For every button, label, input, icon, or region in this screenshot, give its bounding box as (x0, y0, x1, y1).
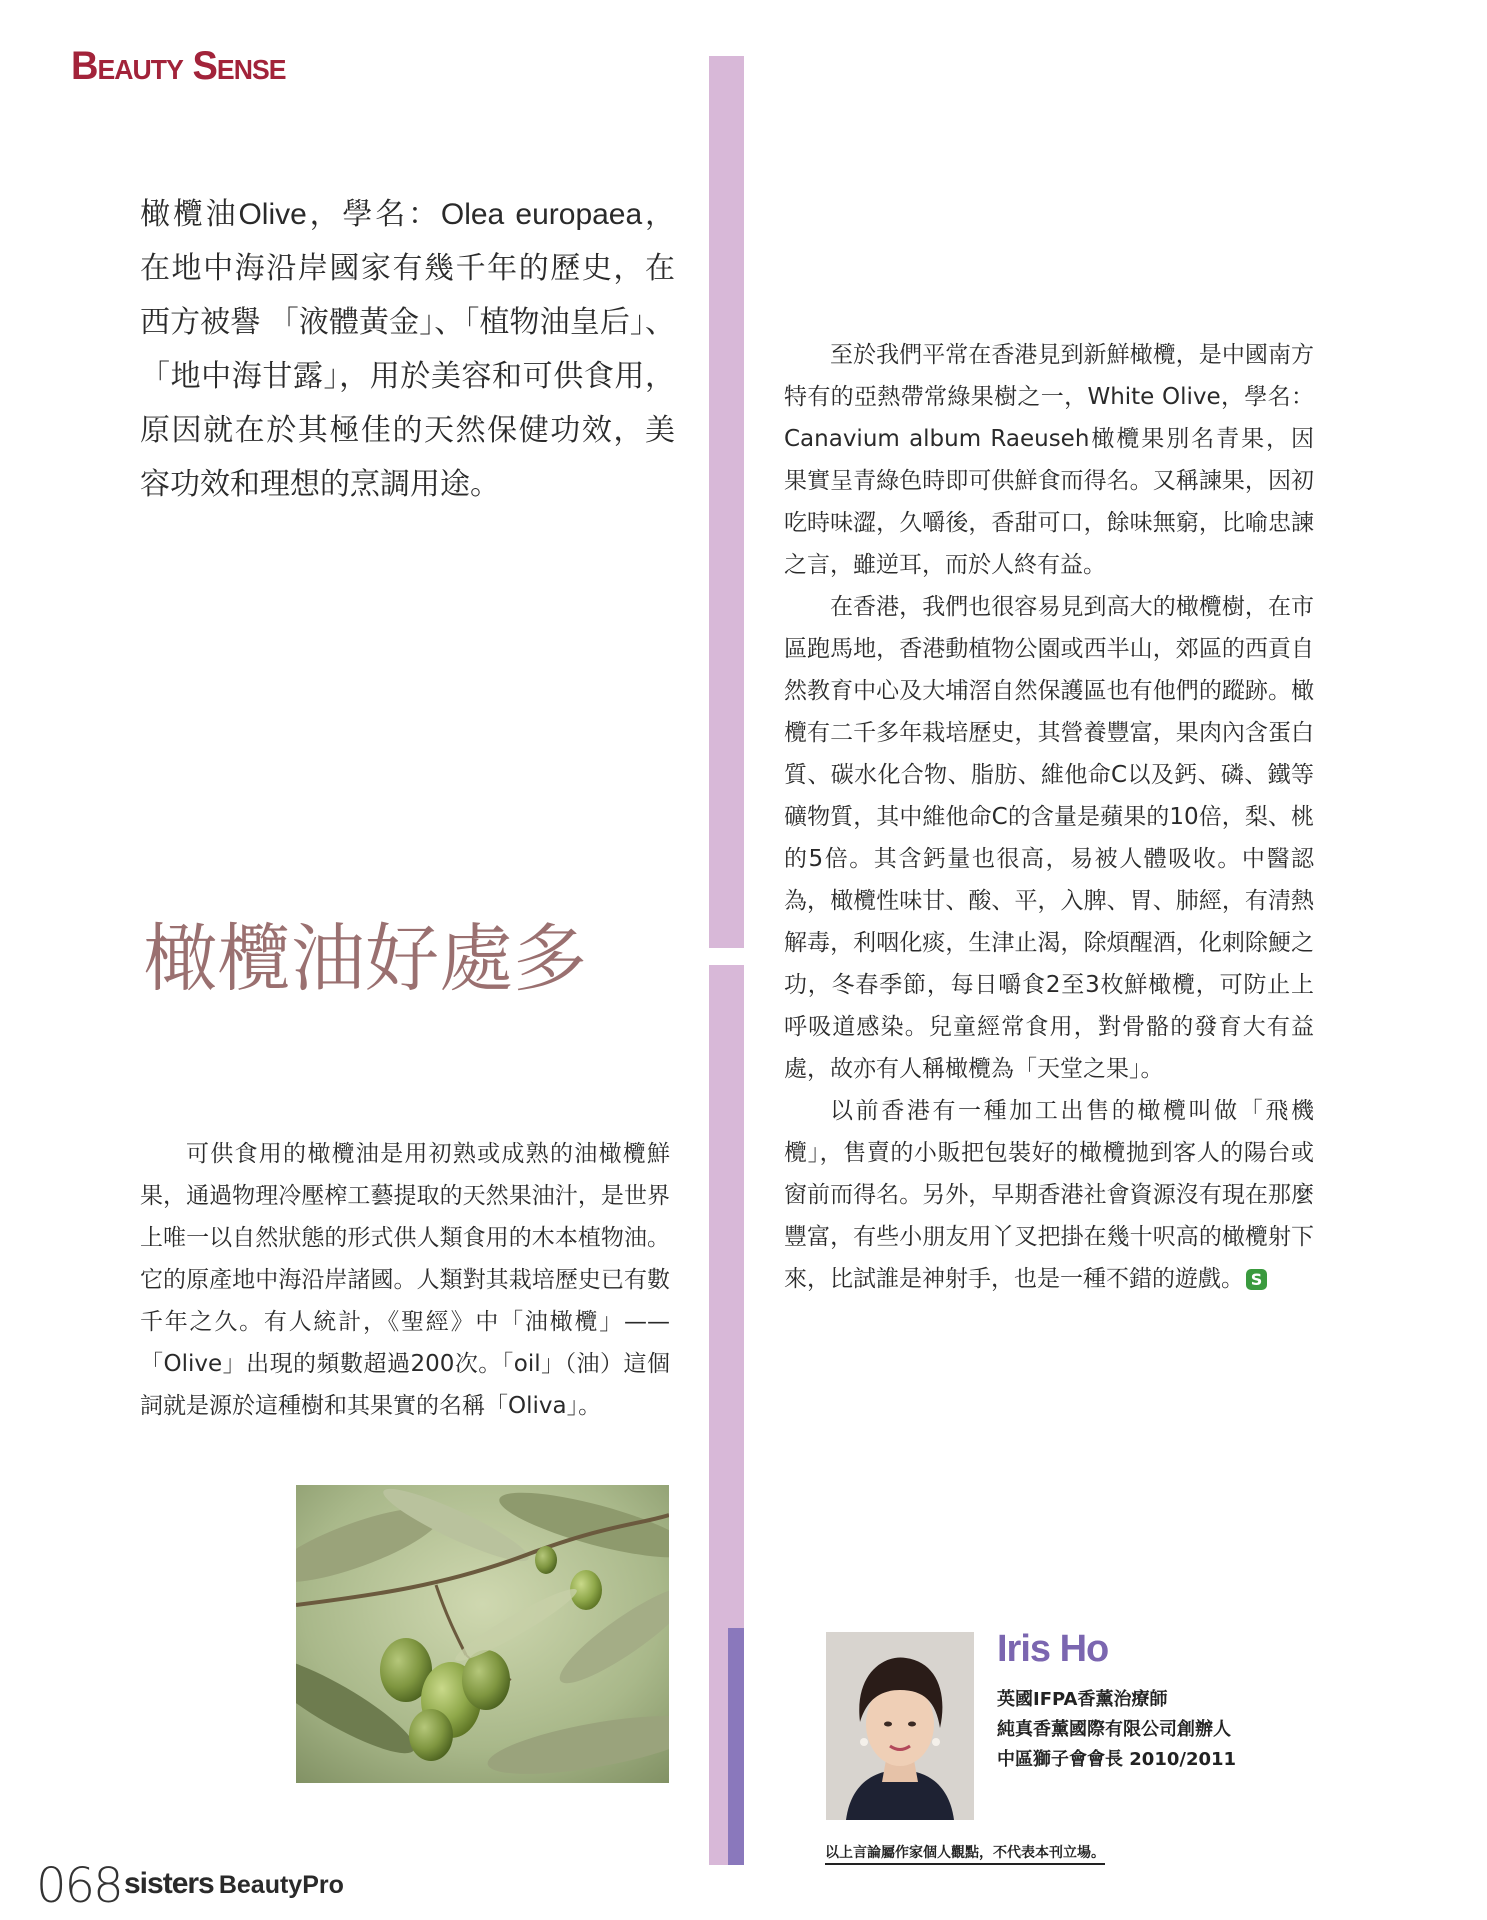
magazine-sub-name: BeautyPro (218, 1871, 344, 1899)
author-title-2: 純真香薰國際有限公司創辦人 (997, 1719, 1231, 1740)
author-name: Iris Ho (997, 1628, 1109, 1670)
author-title-1: 英國IFPA香薰治療師 (997, 1689, 1168, 1710)
olive-photo (296, 1485, 669, 1783)
end-mark-icon: S (1246, 1269, 1267, 1290)
disclaimer: 以上言論屬作家個人觀點，不代表本刊立場。 (825, 1842, 1105, 1865)
author-credentials (997, 1685, 1297, 1775)
left-column (140, 1133, 670, 1427)
right-paragraph-3-text: 以前香港有一種加工出售的橄欖叫做「飛機欖」，售賣的小販把包裝好的橄欖拋到客人的陽台或窗前而得名。另外，早期香港社會資源沒有現在那麼豐富，有些小朋友用丫叉把掛在幾十呎高的橄欖射下來，比試誰是神射手，也是一種不錯的遊戲。 (784, 1098, 1314, 1292)
right-column (784, 334, 1314, 1300)
magazine-logo (124, 1867, 344, 1901)
magazine-name: sisters (124, 1867, 214, 1900)
author-avatar (826, 1632, 974, 1820)
page-number: 068 (36, 1858, 122, 1914)
section-title: 橄欖油好處多 (143, 916, 587, 1002)
section-brand: Beauty Sense (71, 44, 286, 88)
left-paragraph-1: 可供食用的橄欖油是用初熟或成熟的油橄欖鮮果，通過物理冷壓榨工藝提取的天然果油汁，是世界上唯一以自然狀態的形式供人類食用的木本植物油。它的原產地中海沿岸諸國。人類對其栽培歷史已有數千年之久。有人統計，《聖經》中「油橄欖」——「Olive」出現的頻數超過200次。「oil」（油）這個詞就是源於這種樹和其果實的名稱「Oliva」。 (140, 1141, 670, 1419)
decorative-bar-accent (728, 1628, 744, 1865)
decorative-bar-upper (709, 56, 744, 948)
intro-paragraph: 橄欖油Olive，學名：Olea europaea，在地中海沿岸國家有幾千年的歷史，在西方被譽 「液體黃金」、「植物油皇后」、「地中海甘露」，用於美容和可供食用，原因就在於其極佳的天然保健功效，美容功效和理想的烹調用途。 (140, 198, 675, 501)
right-paragraph-3 (784, 1090, 1314, 1300)
right-paragraph-1: 至於我們平常在香港見到新鮮橄欖，是中國南方特有的亞熱帶常綠果樹之一，White Olive，學名：Canavium album Raeuseh橄欖果別名青果，因果實呈青綠色時即可供鮮食而得名。又稱諫果，因初吃時味澀，久嚼後，香甜可口，餘味無窮，比喻忠諫之言，雖逆耳，而於人終有益。 (784, 342, 1314, 578)
right-paragraph-2: 在香港，我們也很容易見到高大的橄欖樹，在市區跑馬地，香港動植物公園或西半山，郊區的西貢自然教育中心及大埔滘自然保護區也有他們的蹤跡。橄欖有二千多年栽培歷史，其營養豐富，果肉內含蛋白質、碳水化合物、脂肪、維他命C以及鈣、磷、鐵等礦物質，其中維他命C的含量是蘋果的10倍，梨、桃的5倍。其含鈣量也很高，易被人體吸收。中醫認為，橄欖性味甘、酸、平，入脾、胃、肺經，有清熱解毒，利咽化痰，生津止渴，除煩醒酒，化刺除鯁之功，冬春季節，每日嚼食2至3枚鮮橄欖，可防止上呼吸道感染。兒童經常食用，對骨骼的發育大有益處，故亦有人稱橄欖為「天堂之果」。 (784, 594, 1314, 1082)
author-title-3: 中區獅子會會長 2010/2011 (997, 1749, 1237, 1770)
